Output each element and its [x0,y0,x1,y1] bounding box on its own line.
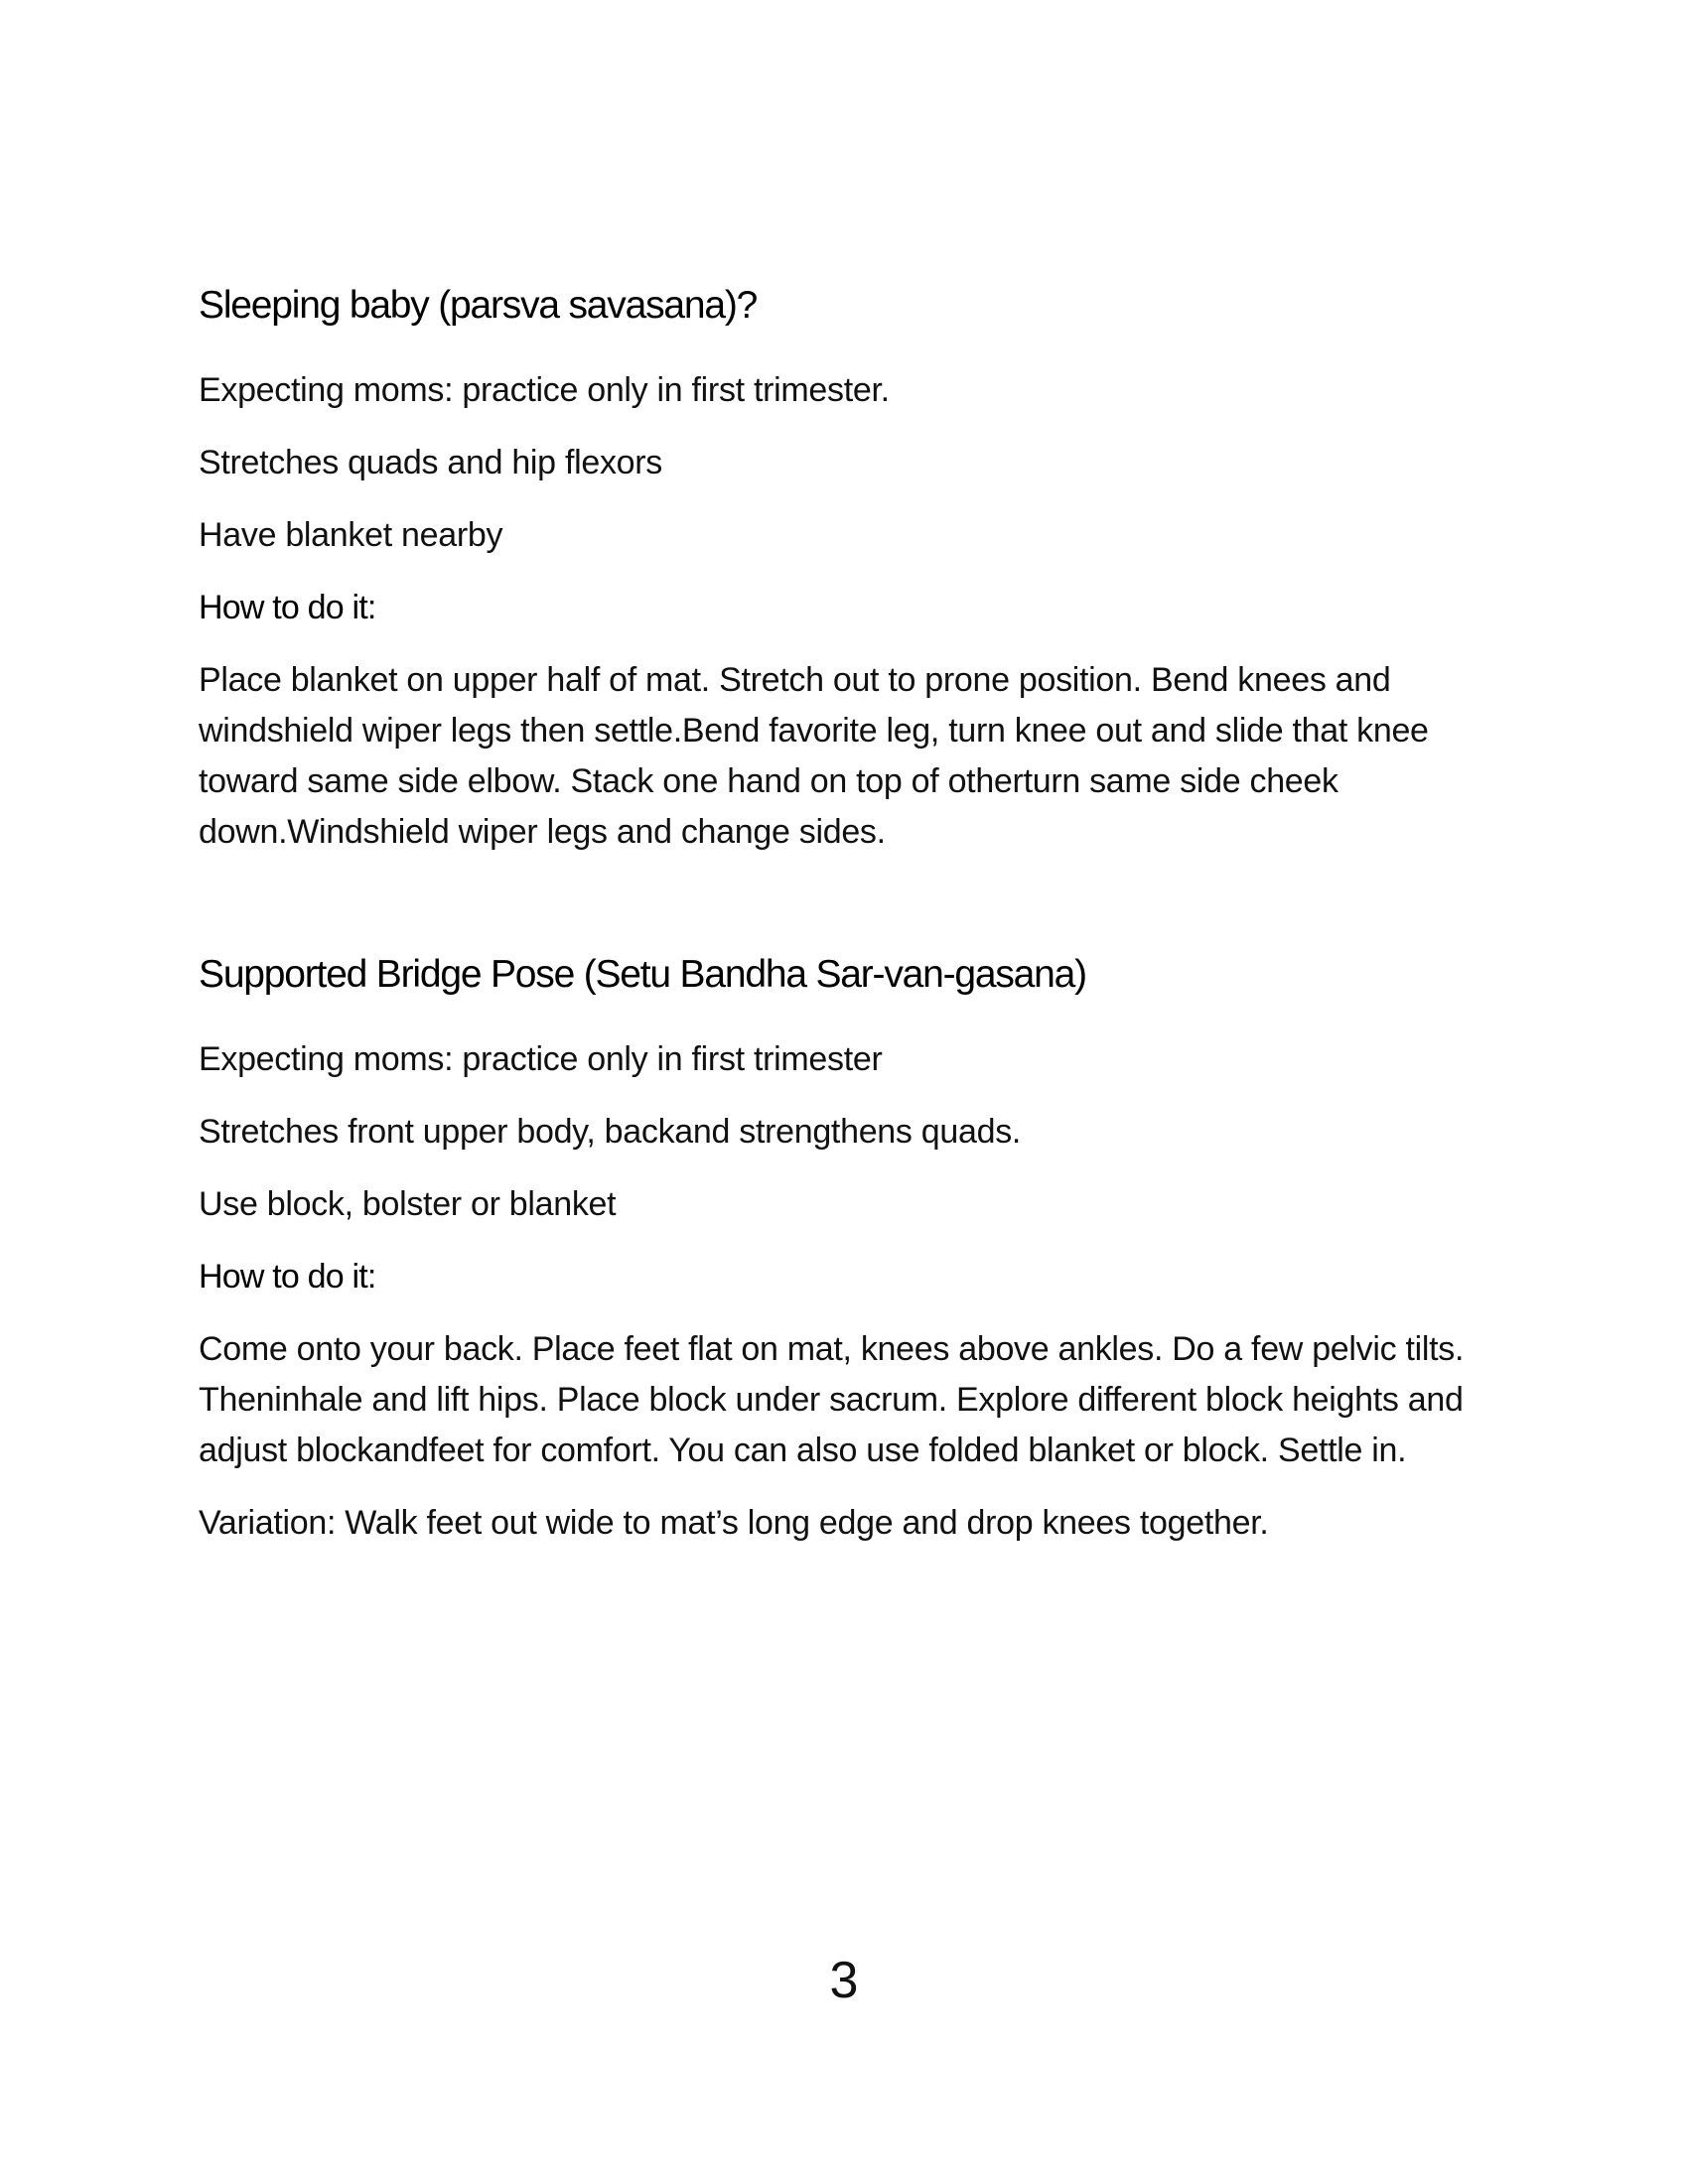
pose-section-sleeping-baby [199,280,1489,858]
pose-section-supported-bridge [199,949,1489,1549]
info-line: Stretches quads and hip flexors [199,444,662,481]
section-heading: Supported Bridge Pose (Setu Bandha Sar-van-gasana) [199,953,1086,996]
info-line: Expecting moms: practice only in first trimester [199,1040,883,1078]
info-line: Use block, bolster or blanket [199,1185,617,1223]
howto-label: How to do it: [199,1258,376,1296]
info-line: Have blanket nearby [199,516,503,554]
instructions-paragraph: Place blanket on upper half of mat. Stretch out to prone position. Bend knees and windshield wiper legs then settle.Bend favorite leg, turn knee out and slide that knee toward same side elbow. Stack one hand on top of otherturn same side cheek down.Windshield wiper legs and change sides. [199,661,1429,851]
instructions-paragraph: Come onto your back. Place feet flat on mat, knees above ankles. Do a few pelvic tilts. Theninhale and lift hips. Place block under sacrum. Explore different block heights and adjust blockandfeet for comfort. You can also use folded blanket or block. Settle in. [199,1330,1465,1469]
variation-paragraph: Variation: Walk feet out wide to mat’s long edge and drop knees together. [199,1504,1269,1542]
page-content [199,280,1489,1570]
info-line: Expecting moms: practice only in first trimester. [199,371,890,409]
section-spacer [199,880,1489,949]
howto-label: How to do it: [199,589,376,626]
section-heading: Sleeping baby (parsva savasana)? [199,284,758,327]
info-line: Stretches front upper body, backand strengthens quads. [199,1113,1022,1151]
page-number: 3 [829,1952,859,2009]
